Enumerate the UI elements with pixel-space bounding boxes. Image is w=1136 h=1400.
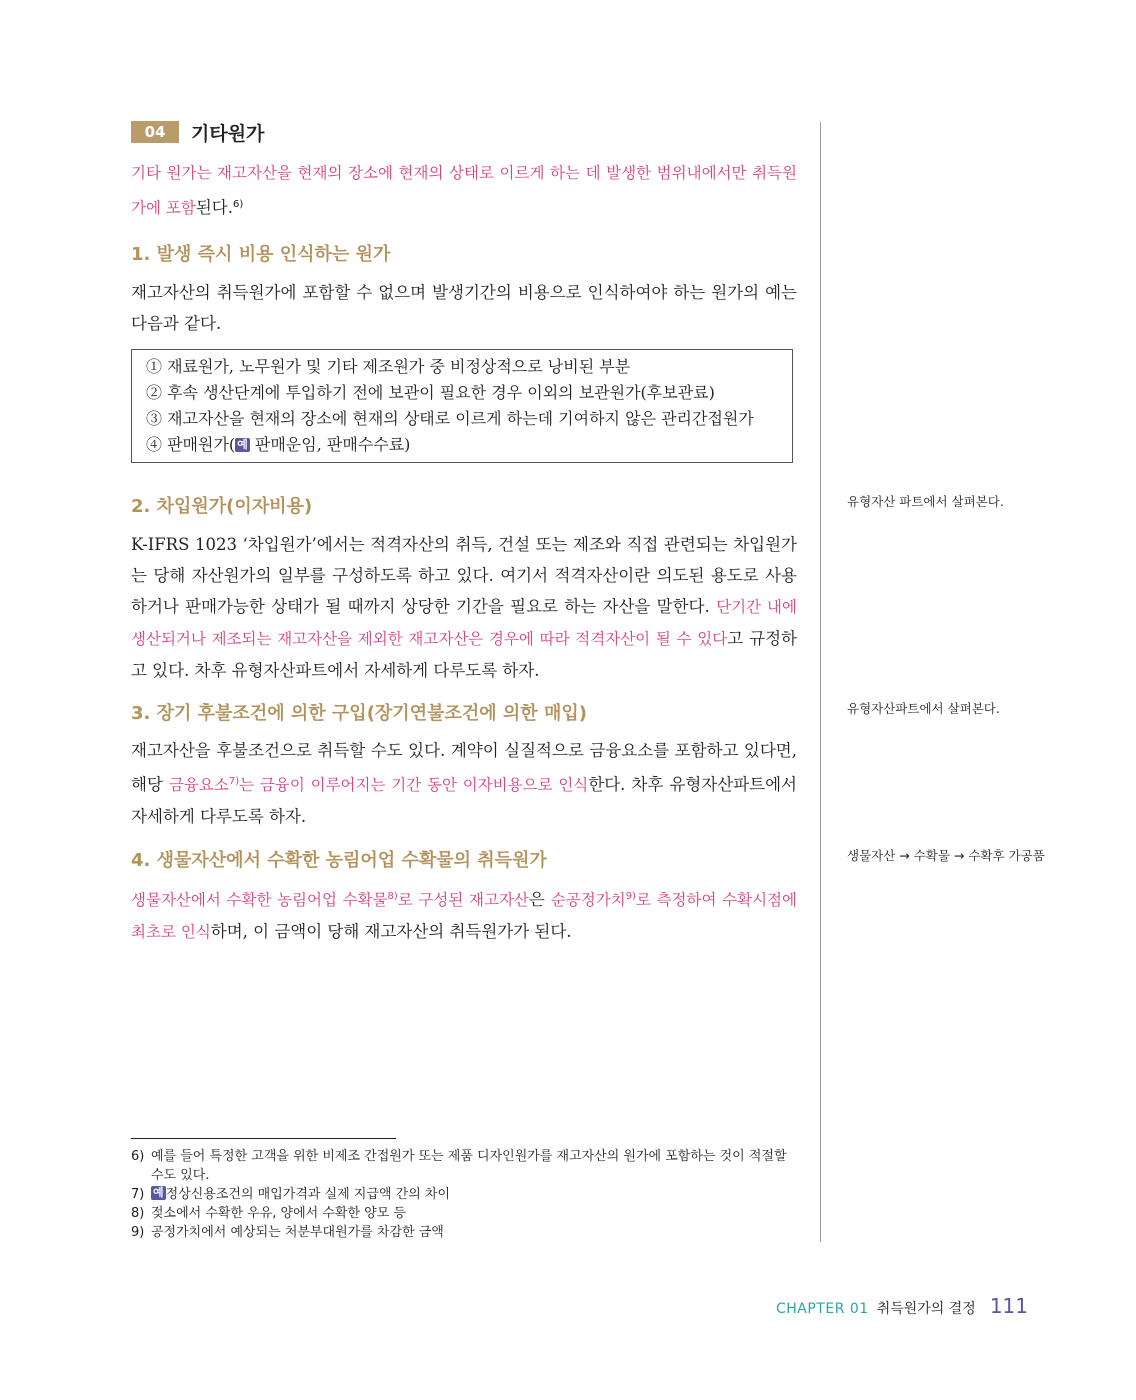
intro-highlight: 기타 원가는 재고자산을 현재의 장소에 현재의 상태로 이르게 하는 데 발생한 범위내에서만 취득원가에 포함 bbox=[131, 164, 797, 217]
subheading-4: 4. 생물자산에서 수확한 농림어업 수확물의 취득원가 bbox=[131, 850, 547, 871]
box-item-4 bbox=[146, 432, 792, 458]
box-item-3: ③ 재고자산을 현재의 장소에 현재의 상태로 이르게 하는데 기여하지 않은 관리간접원가 bbox=[146, 409, 754, 428]
page-footer bbox=[776, 1294, 1028, 1318]
sub3-paragraph bbox=[131, 735, 797, 832]
page-number: 111 bbox=[989, 1294, 1028, 1318]
chapter-title: 취득원가의 결정 bbox=[876, 1301, 976, 1317]
section-title: 기타원가 bbox=[191, 122, 265, 145]
subheading-3: 3. 장기 후불조건에 의한 구입(장기연불조건에 의한 매입) bbox=[131, 703, 587, 724]
box-item-1: ① 재료원가, 노무원가 및 기타 제조원가 중 비정상적으로 낭비된 부분 bbox=[146, 357, 631, 376]
side-note-3: 유형자산파트에서 살펴본다. bbox=[847, 701, 1000, 716]
sub4-highlight-3: 순공정가치 bbox=[550, 891, 626, 909]
margin-divider bbox=[820, 122, 821, 1242]
footnote-separator bbox=[131, 1138, 396, 1139]
sub4-text-2: 하며, 이 금액이 당해 재고자산의 취득원가가 된다. bbox=[210, 922, 572, 941]
footnote-ref-8: 8) bbox=[387, 891, 398, 902]
sub2-highlight: 단기간 내에 생산되거나 제조되는 재고자산을 제외한 재고자산은 경우에 따라 적격자산이 될 수 있다 bbox=[131, 598, 797, 648]
footnote-7: 7) 예 정상신용조건의 매입가격과 실제 지급액 간의 차이 bbox=[131, 1186, 451, 1202]
footnote-9: 9) 공정가치에서 예상되는 처분부대원가를 차감한 금액 bbox=[131, 1225, 444, 1240]
sub3-text-2: 한다. 차후 유형자산파트에서 자세하게 다루도록 하자. bbox=[131, 775, 797, 826]
box-item-2: ② 후속 생산단계에 투입하기 전에 보관이 필요한 경우 이외의 보관원가(후보관료) bbox=[146, 383, 715, 402]
chapter-label: CHAPTER 01 bbox=[775, 1301, 869, 1317]
sub3-highlight-1: 금융요소 bbox=[168, 776, 229, 794]
section-header bbox=[131, 120, 264, 144]
sub2-paragraph bbox=[131, 529, 797, 686]
example-badge: 예 bbox=[237, 438, 248, 451]
sub2-text-2: 고 규정하고 있다. 차후 유형자산파트에서 자세하게 다루도록 하자. bbox=[131, 629, 797, 680]
footnote-ref-9: 9) bbox=[625, 891, 636, 902]
section-number: 04 bbox=[131, 121, 179, 143]
example-badge: 예 bbox=[153, 1186, 164, 1199]
side-note-4: 생물자산 → 수확물 → 수확후 가공품 bbox=[847, 848, 1045, 863]
sub4-highlight-1: 생물자산에서 수확한 농림어업 수확물 bbox=[131, 891, 388, 909]
footnote-ref-6: 6) bbox=[232, 199, 244, 210]
intro-text: 된다. bbox=[195, 198, 233, 217]
sub4-paragraph bbox=[131, 881, 797, 948]
box-item-4-prefix: ④ 판매원가( bbox=[146, 435, 236, 454]
sub2-text-1: K-IFRS 1023 ‘차입원가’에서는 적격자산의 취득, 건설 또는 제조와 직접 관련되는 차입원가는 당해 자산원가의 일부를 구성하도록 하고 있다. 여기서 적격자산이란 의도된 용도로 사용하거나 판매가능한 상태가 될 때까지 상당한 기간을 필요로 하는 자산을 말한다. bbox=[131, 535, 797, 616]
cost-examples-box bbox=[131, 349, 793, 463]
sub3-text-1: 재고자산을 후불조건으로 취득할 수도 있다. 계약이 실질적으로 금융요소를 포함하고 있다면, 해당 bbox=[131, 741, 797, 794]
side-note-2: 유형자산 파트에서 살펴본다. bbox=[847, 494, 1004, 509]
footnote-ref-7: 7) bbox=[228, 776, 240, 787]
footnote-8: 8) 젖소에서 수확한 우유, 양에서 수확한 양모 등 bbox=[131, 1206, 406, 1221]
sub4-highlight-2: 로 구성된 재고자산 bbox=[397, 891, 529, 909]
sub4-text-1: 은 bbox=[528, 890, 551, 909]
intro-paragraph bbox=[131, 157, 797, 224]
footnote-6: 6) 예를 들어 특정한 고객을 위한 비제조 간접원가 또는 제품 디자인원가를 재고자산의 원가에 포함하는 것이 적절할 수도 있다. bbox=[131, 1149, 787, 1183]
box-item-4-suffix: 판매운임, 판매수수료) bbox=[249, 435, 411, 454]
sub4-highlight-4: 로 측정하여 수확시점에 최초로 인식 bbox=[131, 891, 797, 941]
sub3-highlight-2: 는 금융이 이루어지는 기간 동안 이자비용으로 인식 bbox=[239, 776, 589, 794]
subheading-2: 2. 차입원가(이자비용) bbox=[131, 496, 313, 517]
sub1-paragraph: 재고자산의 취득원가에 포함할 수 없으며 발생기간의 비용으로 인식하여야 하는 원가의 예는 다음과 같다. bbox=[131, 283, 797, 333]
footnotes bbox=[131, 1147, 801, 1242]
subheading-1: 1. 발생 즉시 비용 인식하는 원가 bbox=[131, 244, 391, 265]
